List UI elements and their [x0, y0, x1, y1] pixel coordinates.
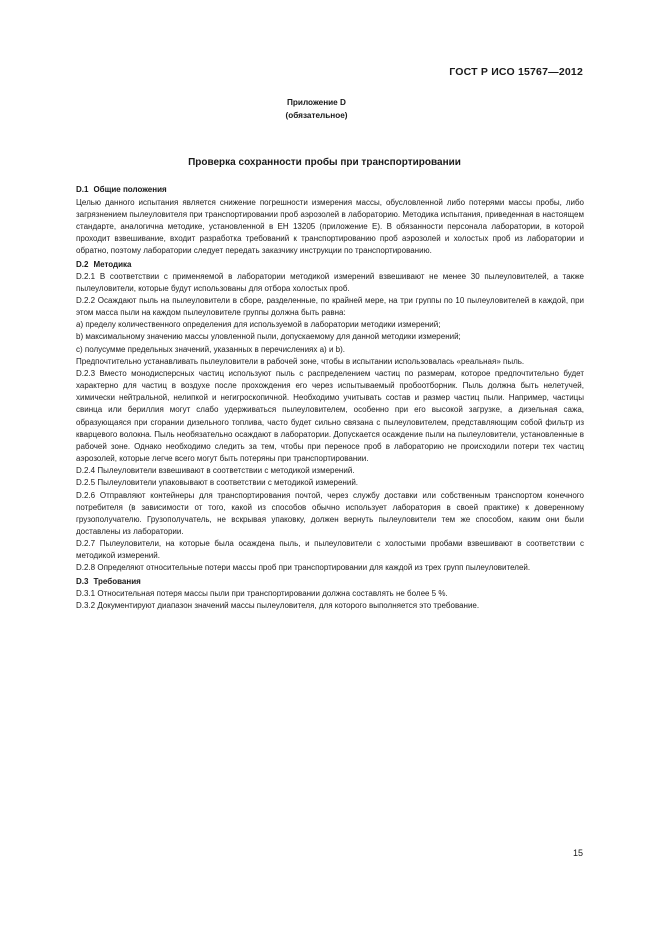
paragraph-d22: D.2.2 Осаждают пыль на пылеуловители в сборе, разделенные, по крайней мере, на три группы по 10 пылеуловителей в каждой, при этом масса пыли на каждом пылеуловителе группы должна быть равна:: [76, 296, 584, 318]
paragraph-d28: D.2.8 Определяют относительные потери массы проб при транспортировании для каждой из трех групп пылеуловителей.: [76, 563, 531, 573]
list-item-b: b) максимальному значению массы уловленной пыли, допускаемому для данной методики измерений;: [76, 332, 461, 342]
paragraph-d1: Целью данного испытания является снижение погрешности измерения массы, обусловленной либо потерями массы пробы, либо загрязнением пылеуловителя при транспортировании проб аэрозолей в лабораторию. Методика испытания, приведенная в настоящем стандарте, аналогична методике, установленной в ЕН 13205 (приложение Е). В обязанности персонала лаборатории, в которой проходит взвешивание, входит разработка требований к транспортированию проб аэрозолей и холостых проб из лаборатории и обратно, поэтому лаборатории следует передать заказчику инструкции по транспортированию.: [76, 197, 584, 256]
paragraph-preference: Предпочтительно устанавливать пылеуловители в рабочей зоне, чтобы в испытании использовалась «реальная» пыль.: [76, 356, 525, 366]
appendix-title: Приложение D: [287, 98, 346, 107]
paragraph-d24: D.2.4 Пылеуловители взвешивают в соответствии с методикой измерений.: [76, 466, 355, 476]
list-item-c: c) полусумме предельных значений, указанных в перечислениях a) и b).: [76, 344, 345, 354]
section-heading-d2: D.2 Методика: [76, 259, 132, 269]
section-heading-d1: D.1 Общие положения: [76, 185, 167, 194]
paragraph-d32: D.3.2 Документируют диапазон значений массы пылеуловителя, для которого выполняется это требование.: [76, 600, 480, 610]
document-standard-header: ГОСТ Р ИСО 15767—2012: [449, 66, 583, 78]
paragraph-d25: D.2.5 Пылеуловители упаковывают в соответствии с методикой измерений.: [76, 478, 359, 488]
appendix-subtitle: (обязательное): [285, 111, 348, 120]
paragraph-d31: D.3.1 Относительная потеря массы пыли при транспортировании должна составлять не более 5 %.: [76, 588, 448, 598]
paragraph-d21: D.2.1 В соответствии с применяемой в лаборатории методикой измерений взвешивают не менее 30 пылеуловителей, а также пылеуловители, которые будут использованы для отбора холостых проб.: [76, 271, 584, 293]
document-body: [76, 184, 584, 612]
page-title: Проверка сохранности пробы при транспортировании: [188, 157, 461, 168]
appendix-heading: [0, 96, 661, 122]
section-heading-d3: D.3 Требования: [76, 576, 141, 586]
paragraph-d27: D.2.7 Пылеуловители, на которые была осаждена пыль, и пылеуловители с холостыми пробами взвешивают в соответствии с методикой измерений.: [76, 539, 584, 561]
page-number: 15: [572, 848, 583, 858]
paragraph-d23: D.2.3 Вместо монодисперсных частиц используют пыль с распределением частиц по размерам, которое предпочтительно будет характерно для частиц в воздухе после прохождения его через испытываемый пробоотборник. Пыль должна быть нелетучей, химически нейтральной, нелипкой и негигроскопичной. Необходимо учитывать состав и размер частиц пыли. Например, частицы свинца или бериллия могут слабо удерживаться пылеуловителем, особенно при его высокой загрузке, а дизельная сажа, образующаяся при сгорании дизельного топлива, часто будет сильно связана с пылеуловителем, представляющим собой фильтр из кварцевого волокна. Пыль необязательно осаждают в лаборатории. Допускается осаждение пыли на пылеуловители, установленные в рабочей зоне. Однако необходимо следить за тем, чтобы при переносе проб в лабораторию не происходили потери тех частиц аэрозолей, которые легче всего могут быть потеряны при транспортировании.: [76, 368, 584, 464]
paragraph-d26: D.2.6 Отправляют контейнеры для транспортирования почтой, через службу доставки или собственным транспортом конечного потребителя (в зависимости от того, какой из способов обычно использует лаборатория в своей практике) к доверенному грузополучателю. Грузополучатель, не вскрывая упаковку, должен вернуть пылеуловители тем же способом, каким они были доставлены из лаборатории.: [76, 490, 584, 536]
list-item-a: a) пределу количественного определения для используемой в лаборатории методики измерений;: [76, 320, 441, 330]
